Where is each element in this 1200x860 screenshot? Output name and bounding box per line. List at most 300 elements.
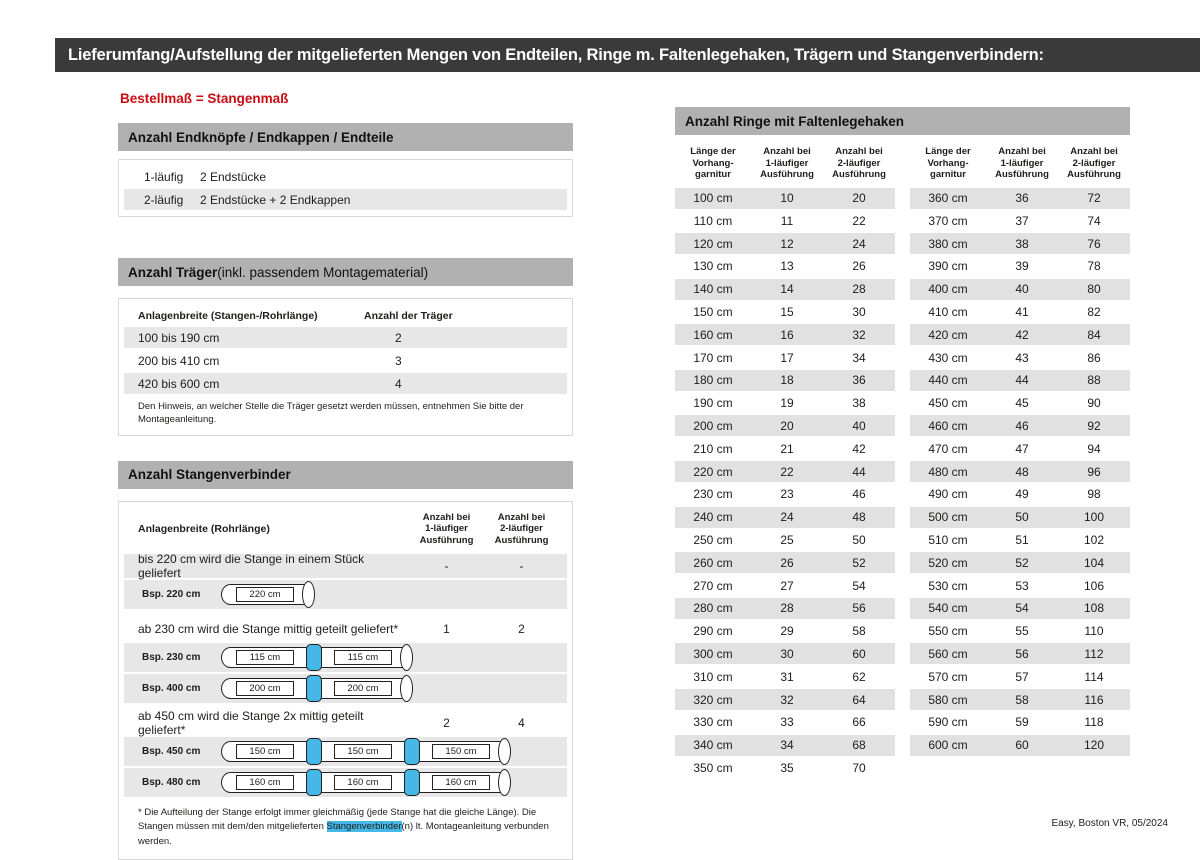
ring-anzahl: 34 — [780, 738, 794, 753]
rod-segment — [221, 772, 309, 793]
ring-anzahl: 52 — [1015, 555, 1029, 570]
ring-row — [910, 210, 1130, 231]
ring-anzahl: 11 — [780, 213, 794, 228]
garnitur-laenge: 350 cm — [693, 760, 733, 775]
ring-anzahl: 86 — [1087, 350, 1101, 365]
garnitur-laenge: 500 cm — [928, 510, 968, 525]
traeger-row — [124, 327, 567, 348]
traeger-count: 3 — [395, 353, 402, 368]
example-label: Bsp. 400 cm — [142, 683, 201, 695]
ring-anzahl: 30 — [780, 646, 794, 661]
page-title-bar — [55, 38, 1200, 72]
ring-anzahl: 52 — [852, 555, 866, 570]
ring-anzahl: 54 — [852, 578, 866, 593]
garnitur-laenge: 590 cm — [928, 715, 968, 730]
section-header-traeger-bold: Anzahl Träger — [128, 264, 218, 280]
ring-anzahl: 30 — [852, 304, 866, 319]
garnitur-laenge: 130 cm — [693, 259, 733, 274]
rod-connector-icon — [306, 644, 322, 671]
left-column — [118, 123, 573, 860]
garnitur-laenge: 110 cm — [693, 213, 733, 228]
segment-length-label: 160 cm — [334, 775, 392, 790]
traeger-table — [118, 298, 573, 436]
ring-anzahl: 96 — [1087, 464, 1101, 479]
ring-anzahl: 94 — [1087, 441, 1101, 456]
traeger-col2-header: Anzahl der Träger — [364, 310, 453, 322]
rod-connector-icon — [404, 769, 420, 796]
ring-anzahl: 13 — [780, 259, 794, 274]
ring-anzahl: 74 — [1087, 213, 1101, 228]
endteile-row — [124, 189, 567, 210]
header-line: Ausführung — [494, 534, 549, 546]
traeger-table-header — [124, 305, 567, 327]
segment-length-label: 160 cm — [236, 775, 294, 790]
ring-anzahl: 80 — [1087, 282, 1101, 297]
rod-diagram — [221, 581, 315, 608]
ring-table-100-350 — [675, 146, 895, 780]
rod-segment — [417, 772, 505, 793]
traeger-col1-header: Anlagenbreite (Stangen-/Rohrlänge) — [138, 310, 318, 322]
ring-row — [910, 188, 1130, 209]
ring-anzahl: 57 — [1015, 669, 1029, 684]
garnitur-laenge: 410 cm — [928, 304, 968, 319]
ring-row — [910, 233, 1130, 254]
header-line: 1-läufiger — [1000, 157, 1044, 169]
ring-anzahl: 102 — [1083, 532, 1105, 547]
section-header-traeger — [118, 258, 573, 286]
anlagenbreite-range: 420 bis 600 cm — [138, 376, 220, 391]
garnitur-laenge: 210 cm — [693, 441, 733, 456]
garnitur-laenge: 140 cm — [693, 282, 733, 297]
rod-diagram — [221, 738, 511, 765]
ring-column-header — [910, 146, 986, 181]
header-line: 2-läufiger — [837, 157, 881, 169]
ring-anzahl: 118 — [1084, 715, 1104, 730]
garnitur-laenge: 330 cm — [693, 715, 733, 730]
ring-anzahl: 54 — [1015, 601, 1029, 616]
ring-anzahl: 104 — [1083, 555, 1105, 570]
garnitur-laenge: 490 cm — [928, 487, 968, 502]
rod-connector-icon — [306, 675, 322, 702]
ring-anzahl: 51 — [1015, 532, 1029, 547]
header-line: Ausführung — [995, 169, 1049, 180]
garnitur-laenge: 370 cm — [928, 213, 968, 228]
ring-row — [675, 461, 895, 482]
ring-anzahl: 35 — [780, 760, 794, 775]
header-line: Vorhang- — [692, 157, 734, 169]
ring-anzahl: 36 — [1015, 191, 1029, 205]
document-version: Easy, Boston VR, 05/2024 — [1051, 818, 1168, 829]
endteile-value: 2 Endstücke — [200, 169, 267, 184]
ring-anzahl: 15 — [780, 304, 794, 319]
garnitur-laenge: 540 cm — [928, 601, 968, 616]
rod-endcap-icon — [498, 769, 511, 796]
section-header-ringe — [675, 107, 1130, 135]
ring-row — [675, 438, 895, 459]
right-column — [675, 107, 1130, 780]
ring-anzahl: 50 — [1015, 510, 1029, 525]
ring-anzahl: 62 — [852, 669, 866, 684]
header-line: Ausführung — [419, 534, 474, 546]
traeger-row — [124, 373, 567, 394]
header-line: Anzahl bei — [1070, 146, 1118, 157]
ring-header-row — [910, 146, 1130, 188]
segment-length-label: 150 cm — [334, 744, 392, 759]
ring-anzahl: 41 — [1015, 304, 1029, 319]
header-line: Anzahl bei — [497, 511, 546, 523]
ring-anzahl: 44 — [1015, 373, 1029, 388]
anzahl-2laeufig: 2 — [518, 622, 525, 637]
ring-row — [910, 643, 1130, 664]
header-line: garnitur — [695, 169, 731, 180]
ring-anzahl: 27 — [780, 578, 794, 593]
ring-anzahl: 38 — [852, 396, 866, 411]
header-line: Vorhang- — [927, 157, 969, 169]
ring-anzahl: 72 — [1087, 191, 1101, 205]
ring-anzahl: 40 — [852, 418, 866, 433]
ring-anzahl: 116 — [1084, 692, 1104, 707]
header-line: Länge der — [690, 146, 736, 157]
ring-header-row — [675, 146, 895, 188]
verbinder-rule-text: bis 220 cm wird die Stange in einem Stück geliefert — [138, 552, 365, 581]
header-line: Anzahl bei — [998, 146, 1046, 157]
header-line: Ausführung — [760, 169, 814, 180]
ring-row — [910, 347, 1130, 368]
ring-anzahl: 34 — [852, 350, 866, 365]
ring-anzahl: 22 — [852, 213, 866, 228]
ring-row — [910, 712, 1130, 733]
ring-row — [675, 598, 895, 619]
verbinder-col3-header — [484, 512, 559, 547]
endteile-rows — [124, 166, 567, 210]
example-label: Bsp. 480 cm — [142, 777, 201, 789]
garnitur-laenge: 310 cm — [693, 669, 733, 684]
lauf-type-label: 1-läufig — [144, 169, 184, 184]
ring-anzahl: 49 — [1015, 487, 1029, 502]
ring-row — [675, 210, 895, 231]
ring-anzahl: 112 — [1084, 646, 1104, 661]
ring-anzahl: 16 — [780, 327, 794, 342]
garnitur-laenge: 260 cm — [693, 555, 733, 570]
header-line: 1-läufiger — [425, 523, 468, 535]
ring-row — [910, 370, 1130, 391]
ring-anzahl: 38 — [1015, 236, 1029, 251]
ring-anzahl: 14 — [780, 282, 794, 297]
anzahl-1laeufig: 2 — [443, 716, 450, 731]
rod-diagram — [221, 644, 413, 671]
ring-row — [910, 598, 1130, 619]
ring-anzahl: 28 — [852, 282, 866, 297]
ring-row — [910, 689, 1130, 710]
ring-anzahl: 47 — [1015, 441, 1029, 456]
ring-row — [675, 575, 895, 596]
ring-anzahl: 21 — [780, 441, 794, 456]
ring-anzahl: 31 — [780, 669, 794, 684]
rod-example-row — [124, 674, 567, 703]
rod-segment — [221, 647, 309, 668]
segment-length-label: 220 cm — [236, 587, 294, 602]
segment-length-label: 200 cm — [236, 681, 294, 696]
section-header-verbinder — [118, 461, 573, 489]
ring-anzahl: 42 — [1015, 327, 1029, 342]
ring-anzahl: 98 — [1087, 487, 1101, 502]
garnitur-laenge: 480 cm — [928, 464, 968, 479]
garnitur-laenge: 150 cm — [693, 304, 733, 319]
ring-anzahl: 50 — [852, 532, 866, 547]
ring-anzahl: 120 — [1083, 738, 1105, 753]
rod-example-row — [124, 737, 567, 766]
ring-anzahl: 53 — [1015, 578, 1029, 593]
header-line: garnitur — [930, 169, 966, 180]
header-line: 2-läufiger — [500, 523, 543, 535]
anzahl-1laeufig: 1 — [443, 622, 450, 637]
ring-anzahl: 42 — [852, 441, 866, 456]
header-line: Ausführung — [832, 169, 886, 180]
garnitur-laenge: 550 cm — [928, 624, 968, 639]
rod-segment — [319, 772, 407, 793]
garnitur-laenge: 510 cm — [928, 532, 968, 547]
ring-row — [675, 484, 895, 505]
garnitur-laenge: 300 cm — [693, 646, 733, 661]
ring-tables — [675, 146, 1130, 780]
verbinder-table-header — [124, 508, 567, 555]
garnitur-laenge: 560 cm — [928, 646, 968, 661]
ring-anzahl: 18 — [780, 373, 794, 388]
ring-anzahl: 24 — [852, 236, 866, 251]
segment-length-label: 150 cm — [432, 744, 490, 759]
verbinder-col1-header: Anlagenbreite (Rohrlänge) — [138, 522, 270, 535]
section-header-traeger-rest: (inkl. passendem Montagematerial) — [217, 264, 429, 280]
garnitur-laenge: 250 cm — [693, 532, 733, 547]
garnitur-laenge: 240 cm — [693, 510, 733, 525]
ring-anzahl: 44 — [852, 464, 866, 479]
ring-anzahl: 78 — [1087, 259, 1101, 274]
garnitur-laenge: 600 cm — [928, 738, 968, 753]
ring-anzahl: 46 — [1015, 418, 1029, 433]
ring-row — [675, 370, 895, 391]
verbinder-groups — [124, 554, 567, 797]
ring-anzahl: 19 — [780, 396, 794, 411]
ring-row — [675, 529, 895, 550]
ring-row — [910, 552, 1130, 573]
ring-row — [910, 256, 1130, 277]
garnitur-laenge: 170 cm — [693, 350, 733, 365]
ring-anzahl: 12 — [780, 236, 794, 251]
ring-anzahl: 25 — [780, 532, 794, 547]
traeger-rows — [124, 327, 567, 394]
garnitur-laenge: 180 cm — [693, 373, 733, 388]
rod-example-row — [124, 580, 567, 609]
header-line: Anzahl bei — [763, 146, 811, 157]
garnitur-laenge: 470 cm — [928, 441, 968, 456]
ring-anzahl: 46 — [852, 487, 866, 502]
ring-anzahl: 92 — [1087, 418, 1101, 433]
ring-anzahl: 43 — [1015, 350, 1029, 365]
ring-row — [910, 507, 1130, 528]
anlagenbreite-range: 200 bis 410 cm — [138, 353, 220, 368]
ring-anzahl: 32 — [780, 692, 794, 707]
garnitur-laenge: 530 cm — [928, 578, 968, 593]
rod-endcap-icon — [400, 644, 413, 671]
verbinder-footnote — [138, 806, 557, 849]
rod-connector-icon — [404, 738, 420, 765]
ring-anzahl: 24 — [780, 510, 794, 525]
rod-segment — [221, 678, 309, 699]
ring-row — [910, 301, 1130, 322]
ring-anzahl: 33 — [780, 715, 794, 730]
ring-anzahl: 68 — [852, 738, 866, 753]
header-line: Länge der — [925, 146, 971, 157]
subtitle-bestellmass: Bestellmaß = Stangenmaß — [120, 91, 289, 106]
rod-segment — [417, 741, 505, 762]
ring-column-header — [675, 146, 751, 181]
rod-endcap-icon — [400, 675, 413, 702]
garnitur-laenge: 430 cm — [928, 350, 968, 365]
garnitur-laenge: 440 cm — [928, 373, 968, 388]
ring-anzahl: 22 — [780, 464, 794, 479]
ring-row — [910, 415, 1130, 436]
segment-length-label: 200 cm — [334, 681, 392, 696]
ring-anzahl: 76 — [1087, 236, 1101, 251]
ring-anzahl: 90 — [1087, 396, 1101, 411]
verbinder-rule-text: ab 230 cm wird die Stange mittig geteilt geliefert* — [138, 622, 399, 637]
anlagenbreite-range: 100 bis 190 cm — [138, 330, 220, 345]
rod-diagram — [221, 675, 413, 702]
footnote-text-pre: * Die Aufteilung der Stange erfolgt immer gleichmäßig (jede Stange hat die gleiche Länge). Die Stangen müssen mit dem/den mitgelieferten — [138, 807, 537, 833]
ring-anzahl: 108 — [1083, 601, 1105, 616]
ring-anzahl: 60 — [1015, 738, 1029, 753]
garnitur-laenge: 290 cm — [693, 624, 733, 639]
garnitur-laenge: 390 cm — [928, 259, 968, 274]
ring-table-360-600 — [910, 146, 1130, 780]
ring-anzahl: 55 — [1015, 624, 1029, 639]
garnitur-laenge: 320 cm — [693, 692, 733, 707]
ring-row — [675, 643, 895, 664]
ring-row — [910, 575, 1130, 596]
ring-row — [675, 301, 895, 322]
rod-endcap-icon — [302, 581, 315, 608]
rod-diagram — [221, 769, 511, 796]
rod-connector-icon — [306, 738, 322, 765]
ring-row — [675, 735, 895, 756]
garnitur-laenge: 160 cm — [693, 327, 733, 342]
ring-row — [910, 438, 1130, 459]
anzahl-1laeufig: - — [444, 559, 449, 574]
ring-anzahl: 100 — [1083, 510, 1105, 525]
header-line: Anzahl bei — [835, 146, 883, 157]
garnitur-laenge: 520 cm — [928, 555, 968, 570]
ring-anzahl: 20 — [780, 418, 794, 433]
header-line: 1-läufiger — [765, 157, 809, 169]
rod-connector-icon — [306, 769, 322, 796]
rod-example-row — [124, 768, 567, 797]
garnitur-laenge: 420 cm — [928, 327, 968, 342]
traeger-count: 2 — [395, 330, 402, 345]
ring-anzahl: 17 — [780, 350, 794, 365]
ring-row — [910, 324, 1130, 345]
ring-row — [910, 484, 1130, 505]
traeger-count: 4 — [395, 376, 402, 391]
verbinder-rule-row — [124, 617, 567, 641]
segment-length-label: 115 cm — [334, 650, 392, 665]
ring-row — [675, 666, 895, 687]
ring-anzahl: 70 — [852, 760, 866, 775]
ring-row — [675, 757, 895, 778]
ring-anzahl: 23 — [780, 487, 794, 502]
header-line: Anzahl bei — [422, 511, 471, 523]
ring-row — [675, 393, 895, 414]
ring-anzahl: 60 — [852, 646, 866, 661]
lauf-type-label: 2-läufig — [144, 192, 184, 207]
rod-segment — [319, 741, 407, 762]
ring-anzahl: 10 — [780, 191, 794, 205]
ring-anzahl: 26 — [780, 555, 794, 570]
ring-row — [675, 324, 895, 345]
traeger-row — [124, 350, 567, 371]
garnitur-laenge: 100 cm — [693, 191, 733, 205]
ring-anzahl: 56 — [1015, 646, 1029, 661]
ring-anzahl: 66 — [852, 715, 866, 730]
ring-row — [675, 689, 895, 710]
example-label: Bsp. 220 cm — [142, 589, 201, 601]
garnitur-laenge: 270 cm — [693, 578, 733, 593]
garnitur-laenge: 580 cm — [928, 692, 968, 707]
verbinder-col2-header — [409, 512, 484, 547]
rod-segment — [319, 647, 407, 668]
ring-anzahl: 48 — [852, 510, 866, 525]
section-header-verbinder-label: Anzahl Stangenverbinder — [128, 467, 291, 483]
header-line: 2-läufiger — [1072, 157, 1116, 169]
garnitur-laenge: 200 cm — [693, 418, 733, 433]
ring-row — [675, 507, 895, 528]
ring-anzahl: 28 — [780, 601, 794, 616]
ring-row — [910, 393, 1130, 414]
ring-anzahl: 64 — [852, 692, 866, 707]
rod-example-row — [124, 643, 567, 672]
ring-anzahl: 36 — [852, 373, 866, 388]
ring-anzahl: 20 — [852, 191, 866, 205]
header-line: Ausführung — [1067, 169, 1121, 180]
section-header-ringe-label: Anzahl Ringe mit Faltenlegehaken — [685, 113, 905, 129]
endteile-row — [124, 166, 567, 187]
ring-anzahl: 84 — [1087, 327, 1101, 342]
anzahl-2laeufig: 4 — [518, 716, 525, 731]
ring-anzahl: 37 — [1015, 213, 1029, 228]
endteile-value: 2 Endstücke + 2 Endkappen — [200, 192, 351, 207]
ring-anzahl: 29 — [780, 624, 794, 639]
garnitur-laenge: 220 cm — [693, 464, 733, 479]
rod-segment — [221, 584, 309, 605]
ring-anzahl: 39 — [1015, 259, 1029, 274]
rod-segment — [319, 678, 407, 699]
ring-anzahl: 82 — [1087, 304, 1101, 319]
ring-anzahl: 59 — [1015, 715, 1029, 730]
segment-length-label: 160 cm — [432, 775, 490, 790]
section-header-endteile — [118, 123, 573, 151]
garnitur-laenge: 570 cm — [928, 669, 968, 684]
ring-row — [910, 621, 1130, 642]
garnitur-laenge: 400 cm — [928, 282, 968, 297]
segment-length-label: 115 cm — [236, 650, 294, 665]
ring-column-header — [986, 146, 1058, 181]
garnitur-laenge: 120 cm — [693, 236, 733, 251]
ring-row — [675, 279, 895, 300]
ring-anzahl: 32 — [852, 327, 866, 342]
rod-endcap-icon — [498, 738, 511, 765]
garnitur-laenge: 380 cm — [928, 236, 968, 251]
ring-anzahl: 88 — [1087, 373, 1101, 388]
ring-column-header — [823, 146, 895, 181]
